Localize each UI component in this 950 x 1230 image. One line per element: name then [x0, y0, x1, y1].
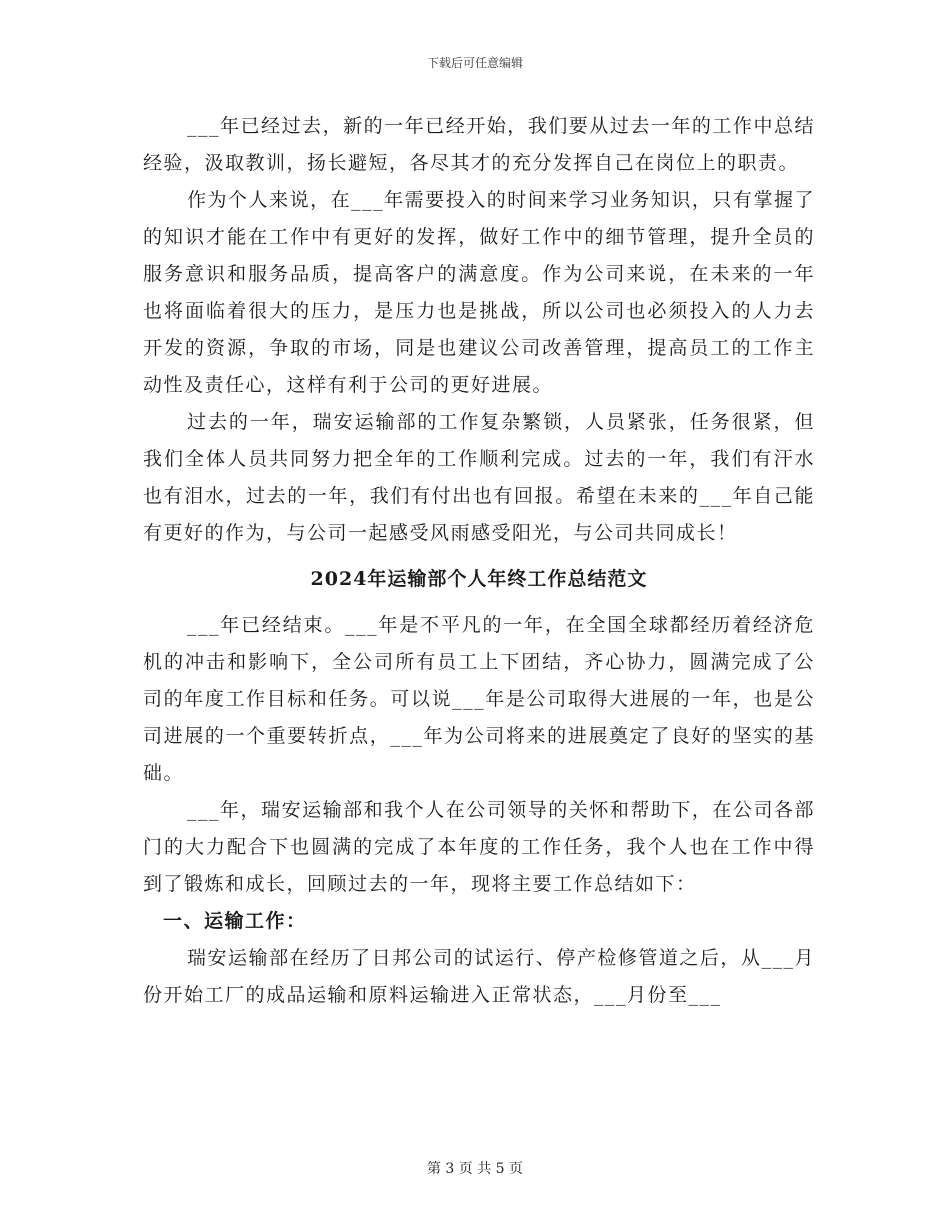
paragraph: 过去的一年，瑞安运输部的工作复杂繁锁，人员紧张，任务很紧，但我们全体人员共同努力把全年的工作顺利完成。过去的一年，我们有汗水也有泪水，过去的一年，我们有付出也有回报。希望在未来的___年自己能有更好的作为，与公司一起感受风雨感受阳光，与公司共同成长！ — [143, 411, 815, 544]
paragraph: ___年已经过去，新的一年已经开始，我们要从过去一年的工作中总结经验，汲取教训，扬长避短，各尽其才的充分发挥自己在岗位上的职责。 — [143, 115, 815, 174]
paragraph: ___年已经结束。___年是不平凡的一年，在全国全球都经历着经济危机的冲击和影响下，全公司所有员工上下团结，齐心协力，圆满完成了公司的年度工作目标和任务。可以说___年是公司取得大进展的一年，也是公司进展的一个重要转折点，___年为公司将来的进展奠定了良好的坚实的基础。 — [143, 614, 815, 784]
paragraph: 瑞安运输部在经历了日邦公司的试运行、停产检修管道之后，从___月份开始工厂的成品运输和原料运输进入正常状态，___月份至___ — [143, 947, 815, 1006]
page-header: 下载后可任意编辑 — [426, 56, 523, 70]
paragraph: 作为个人来说，在___年需要投入的时间来学习业务知识，只有掌握了的知识才能在工作中有更好的发挥，做好工作中的细节管理，提升全员的服务意识和服务品质，提高客户的满意度。作为公司来说，在未来的一年也将面临着很大的压力，是压力也是挑战，所以公司也必须投入的人力去开发的资源，争取的市场，同是也建议公司改善管理，提高员工的工作主动性及责任心，这样有利于公司的更好进展。 — [143, 189, 815, 396]
page-footer: 第 3 页 共 5 页 — [426, 1161, 524, 1177]
section-title: 2024年运输部个人年终工作总结范文 — [310, 568, 648, 590]
subheading: 一、运输工作： — [163, 910, 307, 932]
document-body — [143, 108, 815, 1014]
paragraph: ___年，瑞安运输部和我个人在公司领导的关怀和帮助下，在公司各部门的大力配合下也圆满的完成了本年度的工作任务，我个人也在工作中得到了锻炼和成长，回顾过去的一年，现将主要工作总结如下： — [143, 799, 815, 895]
